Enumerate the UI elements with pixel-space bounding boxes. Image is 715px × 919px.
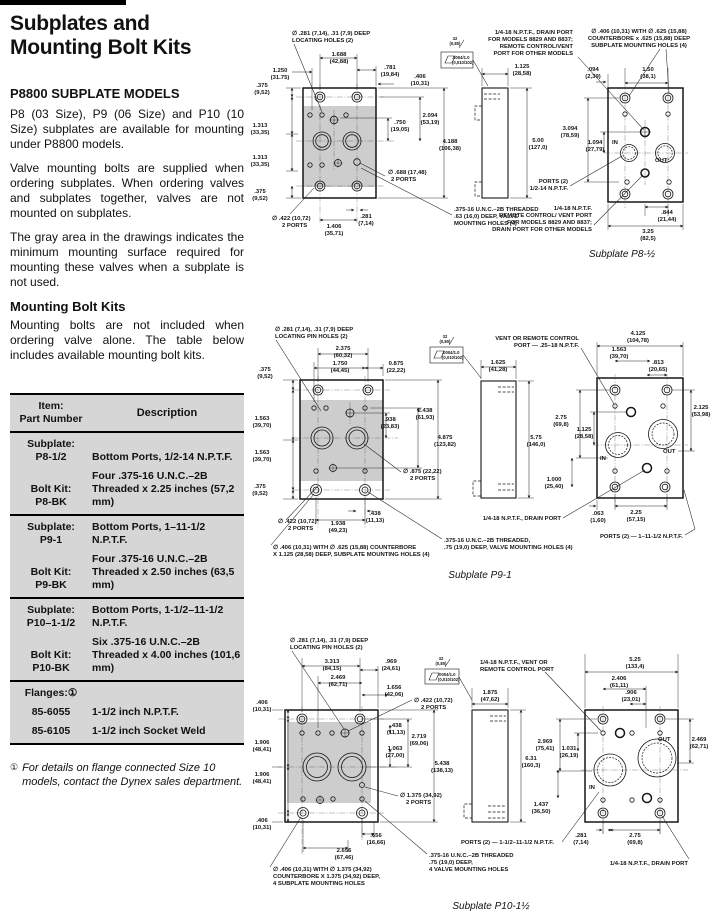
dimension-label: 1.094 (587, 140, 603, 146)
dimension-label: (69,06) (409, 741, 429, 747)
dimension-label: 3.313 (324, 659, 340, 665)
dimension-label: (16,66) (366, 840, 386, 846)
dimension-label: (41,28) (488, 367, 508, 373)
dimension-label: .094 (587, 67, 599, 73)
dimension-label: PORTS (2) — 1–11-1/2 N.P.T.F. (600, 534, 683, 540)
dimension-label: (42,88) (329, 59, 349, 65)
dimension-label: (21,44) (657, 217, 677, 223)
dimension-label: (9,52) (254, 90, 270, 96)
table-row (10, 684, 244, 703)
table-cell-item: Bolt Kit: P8-BK (30, 483, 72, 508)
dimension-label: ∅ .875 (22,22) (403, 469, 442, 475)
section-heading-bolt-kits: Mounting Bolt Kits (10, 299, 126, 314)
table-header-item: Item: Part Number (19, 400, 83, 425)
dimension-label: (28,58) (512, 71, 532, 77)
left-column (10, 6, 244, 789)
dimension-label: .375 (256, 83, 268, 89)
dimension-label: (24,61) (381, 666, 401, 672)
dimension-label: COUNTERBORE X 1.375 (34,92) DEEP, (273, 874, 380, 880)
dimension-label: 2 PORTS (421, 705, 447, 711)
dimension-label: (23,01) (621, 697, 641, 703)
dimension-label: (19,05) (390, 127, 410, 133)
dimension-label: 1/4-18 N.P.T.F., DRAIN PORT (494, 30, 573, 36)
dimension-label: 2.469 (330, 675, 346, 681)
dimension-label: .281 (360, 214, 372, 220)
dimension-label: 5.438 (434, 761, 450, 767)
dimension-label: (104,78) (627, 338, 649, 344)
dimension-label: IN (600, 456, 606, 462)
table-group (10, 682, 244, 743)
dimension-label: 1.125 (514, 64, 530, 70)
dimension-label: (0,010/102) (438, 677, 460, 682)
paragraph-bolt-kits: Mounting bolts are not included when ordering valve alone. The table below includes available mounting bolt kits. (10, 318, 244, 362)
dimension-label: 2.75 (555, 415, 567, 421)
paragraph-models-3: The gray area in the drawings indicates the minimum mounting surface required for mounting these valves when a subplate is not used. (10, 230, 244, 289)
dimension-label: (10,31) (252, 825, 272, 831)
dimension-label: .375 (259, 367, 271, 373)
dimension-label: 32 (438, 656, 444, 661)
dimension-label: (60,32) (333, 353, 353, 359)
dimension-label: 2 PORTS (391, 177, 417, 183)
table-cell-description: Bottom Ports, 1/2-14 N.P.T.F. (92, 451, 233, 463)
dimension-label: (11,13) (386, 730, 406, 736)
table-row (10, 435, 244, 467)
dimension-label: X 1.125 (28,58) DEEP, SUBPLATE MOUNTING HOLES (4) (273, 552, 430, 558)
dimension-label: .375-16 U.N.C.–2B THREADED, (444, 538, 531, 544)
dimension-label: (33,35) (250, 162, 270, 168)
dimension-label: (0,80) (449, 41, 461, 46)
dimension-label: (9,52) (252, 491, 268, 497)
dimension-label: 1.563 (254, 416, 270, 422)
dimension-label: 5.00 (532, 138, 544, 144)
dimension-label: (48,41) (252, 779, 272, 785)
dimension-label: (160,3) (521, 763, 541, 769)
dimension-label: 2.438 (417, 408, 433, 414)
dimension-label: 1.625 (490, 360, 506, 366)
drawing-caption: Subplate P9-1 (448, 570, 512, 581)
dimension-label: LOCATING PIN HOLES (2) (290, 645, 363, 651)
section-heading-models: P8800 SUBPLATE MODELS (10, 86, 180, 101)
table-cell-item: Bolt Kit: P9-BK (30, 566, 72, 591)
drawing-caption: Subplate P8-½ (588, 249, 656, 260)
table-cell-description: Six .375-16 U.N.C.–2B Threaded x 4.00 inches (101,6 mm) (92, 636, 241, 674)
dimension-label: (53,19) (420, 120, 440, 126)
page-edge-artifact (0, 0, 126, 5)
table-cell-description: Bottom Ports, 1–11-1/2 N.P.T.F. (92, 521, 206, 546)
dimension-label: .063 (592, 511, 604, 517)
dimension-label: (69,8) (553, 422, 569, 428)
table-group (10, 516, 244, 599)
dimension-label: (36,50) (531, 809, 551, 815)
dimension-label: (47,62) (480, 697, 500, 703)
dimension-label: .0004/1.0 (452, 55, 470, 60)
dimension-label: (44,45) (330, 368, 350, 374)
table-row (10, 518, 244, 550)
dimension-label: 1/4-18 N.P.T.F., VENT OR (480, 660, 548, 666)
dimension-label: (7,14) (358, 221, 374, 227)
dimension-label: 2.719 (411, 734, 427, 740)
dimension-label: ∅ .406 (10,31) WITH ∅ .625 (15,88) COUNTERBORE (273, 545, 417, 551)
dimension-label: 1.031 (561, 746, 577, 752)
dimension-label: (28,58) (574, 434, 594, 440)
table-group (10, 599, 244, 682)
dimension-label: (127,0) (528, 145, 548, 151)
dimension-label: SUBPLATE MOUNTING HOLES (4) (591, 43, 687, 49)
dimension-label: .406 (256, 700, 268, 706)
dimension-label: 1.063 (387, 746, 403, 752)
dimension-label: ∅ .422 (10,72) (278, 519, 317, 525)
dimension-label: .844 (661, 210, 673, 216)
dimension-label: (61,93) (415, 415, 435, 421)
dimension-label: 2.406 (611, 676, 627, 682)
table-cell-item: 85-6055 (31, 706, 71, 718)
dimension-label: 1.250 (272, 68, 288, 74)
dimension-label: 2 PORTS (282, 223, 308, 229)
table-cell-item: Subplate: P10–1-1/2 (26, 604, 76, 629)
dimension-label: 4.125 (630, 331, 646, 337)
dimension-label: (48,41) (252, 747, 272, 753)
dimension-label: MOUNTING HOLES (4) (454, 221, 517, 227)
dimension-label: (22,22) (386, 368, 406, 374)
dimension-label: (123,82) (434, 442, 456, 448)
dimension-label: 2 PORTS (410, 476, 436, 482)
dimension-label: PORT FOR OTHER MODELS (493, 51, 573, 57)
dimension-label: .969 (385, 659, 397, 665)
table-row (10, 550, 244, 595)
dimension-label: .781 (384, 65, 396, 71)
table-cell-description: 1-1/2 inch Socket Weld (92, 725, 206, 737)
dimension-label: ∅ .422 (10,72) (272, 216, 311, 222)
dimension-label: 2.469 (691, 737, 707, 743)
dimension-label: 32 (452, 36, 458, 41)
dimension-label: (49,23) (328, 528, 348, 534)
dimension-label: .281 (575, 833, 587, 839)
dimension-label: 3.094 (562, 126, 578, 132)
table-cell-item: 85-6105 (31, 725, 71, 737)
dimension-label: .375 (254, 189, 266, 195)
dimension-label: (39,70) (252, 423, 272, 429)
paragraph-models-1: P8 (03 Size), P9 (06 Size) and P10 (10 Size) subplates are available for mounting under P8800 models. (10, 107, 244, 151)
dimension-label: IN (589, 785, 595, 791)
dimension-label: ∅ .688 (17,48) (388, 170, 427, 176)
dimension-label: (0,010/102) (442, 355, 464, 360)
dimension-label: PORTS (2) (538, 179, 568, 185)
dimension-label: .813 (652, 360, 664, 366)
dimension-label: (57,15) (626, 517, 646, 523)
dimension-label: 1.406 (326, 224, 342, 230)
table-cell-item: Bolt Kit: P10-BK (30, 649, 72, 674)
table-cell-description: Bottom Ports, 1-1/2–11-1/2 N.P.T.F. (92, 604, 224, 629)
page-title: Subplates and Mounting Bolt Kits (10, 12, 192, 59)
dimension-label: ∅ 1.375 (34,92) (400, 793, 442, 799)
dimension-label: 1.563 (611, 347, 627, 353)
dimension-label: FOR MODELS 8829 AND 8837; (507, 220, 592, 226)
dimension-label: 1.938 (330, 521, 346, 527)
table-header-description: Description (136, 406, 198, 419)
dimension-label: 4.188 (442, 139, 458, 145)
dimension-label: ∅ .406 (10,31) WITH ∅ 1.375 (34,92) (273, 867, 372, 873)
dimension-label: 1.313 (252, 155, 268, 161)
drawing-caption: Subplate P10-1½ (452, 901, 530, 912)
dimension-label: 1.688 (331, 52, 347, 58)
table-cell-item: Flanges:① (24, 687, 78, 699)
table-cell-description: Four .375-16 U.N.C.–2B Threaded x 2.25 inches (57,2 mm) (92, 470, 235, 508)
dimension-label: LOCATING PIN HOLES (2) (275, 334, 348, 340)
dimension-label: (62,71) (689, 744, 709, 750)
dimension-label: 1.50 (642, 67, 654, 73)
dimension-label: 1.000 (546, 477, 562, 483)
dimension-label: 2.656 (336, 848, 352, 854)
dimension-label: (11,13) (365, 518, 385, 524)
dimension-label: (7,14) (573, 840, 589, 846)
dimension-label: (84,15) (322, 666, 342, 672)
bolt-kit-table-body (10, 433, 244, 743)
dimension-label: LOCATING HOLES (2) (292, 38, 354, 44)
dimension-label: 2.969 (537, 739, 553, 745)
dimension-label: (138,13) (431, 768, 453, 774)
dimension-label: 1.875 (482, 690, 498, 696)
dimension-label: 5.75 (530, 435, 542, 441)
dimension-label: (33,35) (250, 130, 270, 136)
table-row (10, 722, 244, 741)
dimension-label: (53,98) (691, 412, 711, 418)
bolt-kit-table (10, 393, 244, 745)
footnote-text: For details on flange connected Size 10 models, contact the Dynex sales department. (22, 762, 243, 788)
dimension-label: (10,31) (410, 81, 430, 87)
dimension-label: (31.75) (270, 75, 290, 81)
table-group (10, 433, 244, 516)
dimension-label: 2.25 (630, 510, 642, 516)
dimension-label: (26,19) (559, 753, 579, 759)
dimension-label: .0004/1.0 (438, 672, 456, 677)
table-row (10, 467, 244, 512)
dimension-label: (146,0) (526, 442, 546, 448)
dimension-label: 5.25 (629, 657, 641, 663)
dimension-label: 1.750 (332, 361, 348, 367)
dimension-label: 4 VALVE MOUNTING HOLES (429, 867, 509, 873)
dimension-label: (25,40) (544, 484, 564, 490)
dimension-label: 1.437 (533, 802, 549, 808)
dimension-label: (0,80) (439, 339, 451, 344)
paragraph-models-2: Valve mounting bolts are supplied when ordering subplates. When ordering valves and subplates together, valves are not mounted on subplates. (10, 161, 244, 220)
dimension-label: .375-16 U.N.C.–2B THREADED (454, 207, 539, 213)
dimension-label: 2.125 (693, 405, 709, 411)
dimension-label: (69,8) (627, 840, 643, 846)
table-cell-item: Subplate: P9-1 (27, 521, 75, 546)
table-cell-description: Four .375-16 U.N.C.–2B Threaded x 2.50 inches (63,5 mm) (92, 553, 235, 591)
dimension-label: (82,5) (640, 236, 656, 242)
dimension-label: (27,00) (385, 753, 405, 759)
dimension-label: COUNTERBORE x .625 (15,88) DEEP (587, 36, 691, 42)
table-header (10, 395, 244, 433)
dimension-label: (9,52) (252, 196, 268, 202)
dimension-label: (19,84) (380, 72, 400, 78)
dimension-label: .0004/1.0 (442, 350, 460, 355)
dimension-label: 2 PORTS (406, 800, 432, 806)
footnote-mark: ① (10, 762, 19, 772)
dimension-label: (20,65) (648, 367, 668, 373)
dimension-label: (67,46) (334, 855, 354, 861)
dimension-label: PORTS (2) — 1-1/2–11-1/2 N.P.T.F. (461, 840, 554, 846)
dimension-label: VENT OR REMOTE CONTROL (495, 336, 579, 342)
dimension-label: .375-16 U.N.C.–2B THREADED (429, 853, 514, 859)
dimension-label: (42,06) (384, 692, 404, 698)
dimension-label: IN (612, 140, 618, 146)
dimension-label: (61,11) (609, 683, 629, 689)
dimension-label: 1/4-18 N.P.T.F. (553, 206, 592, 212)
dimension-label: 0.875 (388, 361, 404, 367)
dimension-label: (106,38) (439, 146, 461, 152)
dimension-label: .438 (369, 511, 381, 517)
table-row (10, 633, 244, 678)
drawing-subplate-p8 (248, 10, 715, 272)
dimension-label: (27,79) (585, 147, 605, 153)
dimension-label: (0,80) (435, 661, 447, 666)
dimension-label: .75 (19,0) DEEP, (429, 860, 473, 866)
dimension-label: (9,52) (257, 374, 273, 380)
dimension-label: 1.313 (252, 123, 268, 129)
dimension-label: 1/2-14 N.P.T.F. (529, 186, 568, 192)
dimension-label: 6.31 (525, 756, 537, 762)
dimension-label: .906 (625, 690, 637, 696)
dimension-label: (2,39) (585, 74, 601, 80)
dimension-label: DRAIN PORT FOR OTHER MODELS (492, 227, 592, 233)
dimension-label: .406 (256, 818, 268, 824)
dimension-label: (75,41) (535, 746, 555, 752)
dimension-label: 1/4-18 N.P.T.F., DRAIN PORT (609, 861, 688, 867)
dimension-label: (39,70) (609, 354, 629, 360)
dimension-label: REMOTE CONTROL/ VENT PORT (499, 213, 592, 219)
dimension-label: 1/4-18 N.P.T.F., DRAIN PORT (482, 516, 561, 522)
dimension-label: (35,71) (324, 231, 344, 237)
dimension-label: OUT (663, 449, 676, 455)
dimension-label: ∅ .422 (10,72) (414, 698, 453, 704)
dimension-label: (1,60) (590, 518, 606, 524)
dimension-label: 2.094 (422, 113, 438, 119)
dimension-label: 2.375 (335, 346, 351, 352)
dimension-label: PORT — .25–18 N.P.T.F. (513, 343, 579, 349)
dimension-label: 1.125 (576, 427, 592, 433)
drawing-subplate-p9 (248, 318, 715, 586)
dimension-label: 32 (442, 334, 448, 339)
drawing-subplate-p10 (248, 628, 715, 919)
dimension-label: (0,010/102) (452, 60, 474, 65)
dimension-label: ∅ .281 (7,14), .31 (7,9) DEEP (275, 327, 354, 333)
dimension-label: 3.25 (642, 229, 654, 235)
dimension-label: .656 (370, 833, 382, 839)
dimension-label: 1.906 (254, 740, 270, 746)
dimension-label: .63 (16,0) DEEP, VALVE (454, 214, 519, 220)
dimension-label: (133,4) (625, 664, 645, 670)
dimension-label: REMOTE CONTROL PORT (480, 667, 554, 673)
dimension-label: (23,83) (380, 424, 400, 430)
dimension-label: .75 (19,0) DEEP, VALVE MOUNTING HOLES (4) (444, 545, 573, 551)
dimension-label: REMOTE CONTROL/VENT (499, 44, 573, 50)
dimension-label: 1.906 (254, 772, 270, 778)
dimension-label: 2.75 (629, 833, 641, 839)
dimension-label: 1.563 (254, 450, 270, 456)
dimension-label: ∅ .281 (7,14), .31 (7,9) DEEP (290, 638, 369, 644)
dimension-label: (39,70) (252, 457, 272, 463)
dimension-label: (38,1) (640, 74, 656, 80)
table-row (10, 601, 244, 633)
dimension-label: .375 (254, 484, 266, 490)
dimension-label: ∅ .281 (7,14), .31 (7,9) DEEP (292, 31, 371, 37)
dimension-label: OUT (655, 158, 668, 164)
table-cell-description: 1-1/2 inch N.P.T.F. (92, 706, 179, 718)
table-row (10, 703, 244, 722)
dimension-label: .750 (394, 120, 406, 126)
dimension-label: .406 (414, 74, 426, 80)
dimension-label: 2 PORTS (288, 526, 314, 532)
footnote (10, 761, 244, 789)
dimension-label: ∅ .406 (10,31) WITH ∅ .625 (15,88) (591, 29, 687, 35)
dimension-label: (62,71) (328, 682, 348, 688)
dimension-label: (78,59) (560, 133, 580, 139)
dimension-label: .938 (384, 417, 396, 423)
dimension-label: (10,31) (252, 707, 272, 713)
dimension-label: OUT (658, 737, 671, 743)
dimension-label: .438 (390, 723, 402, 729)
dimension-label: FOR MODELS 8829 AND 8837; (488, 37, 573, 43)
table-cell-item: Subplate: P8-1/2 (27, 438, 75, 463)
dimension-label: 4.875 (437, 435, 453, 441)
dimension-label: 4 SUBPLATE MOUNTING HOLES (273, 881, 365, 887)
dimension-label: 1.656 (386, 685, 402, 691)
